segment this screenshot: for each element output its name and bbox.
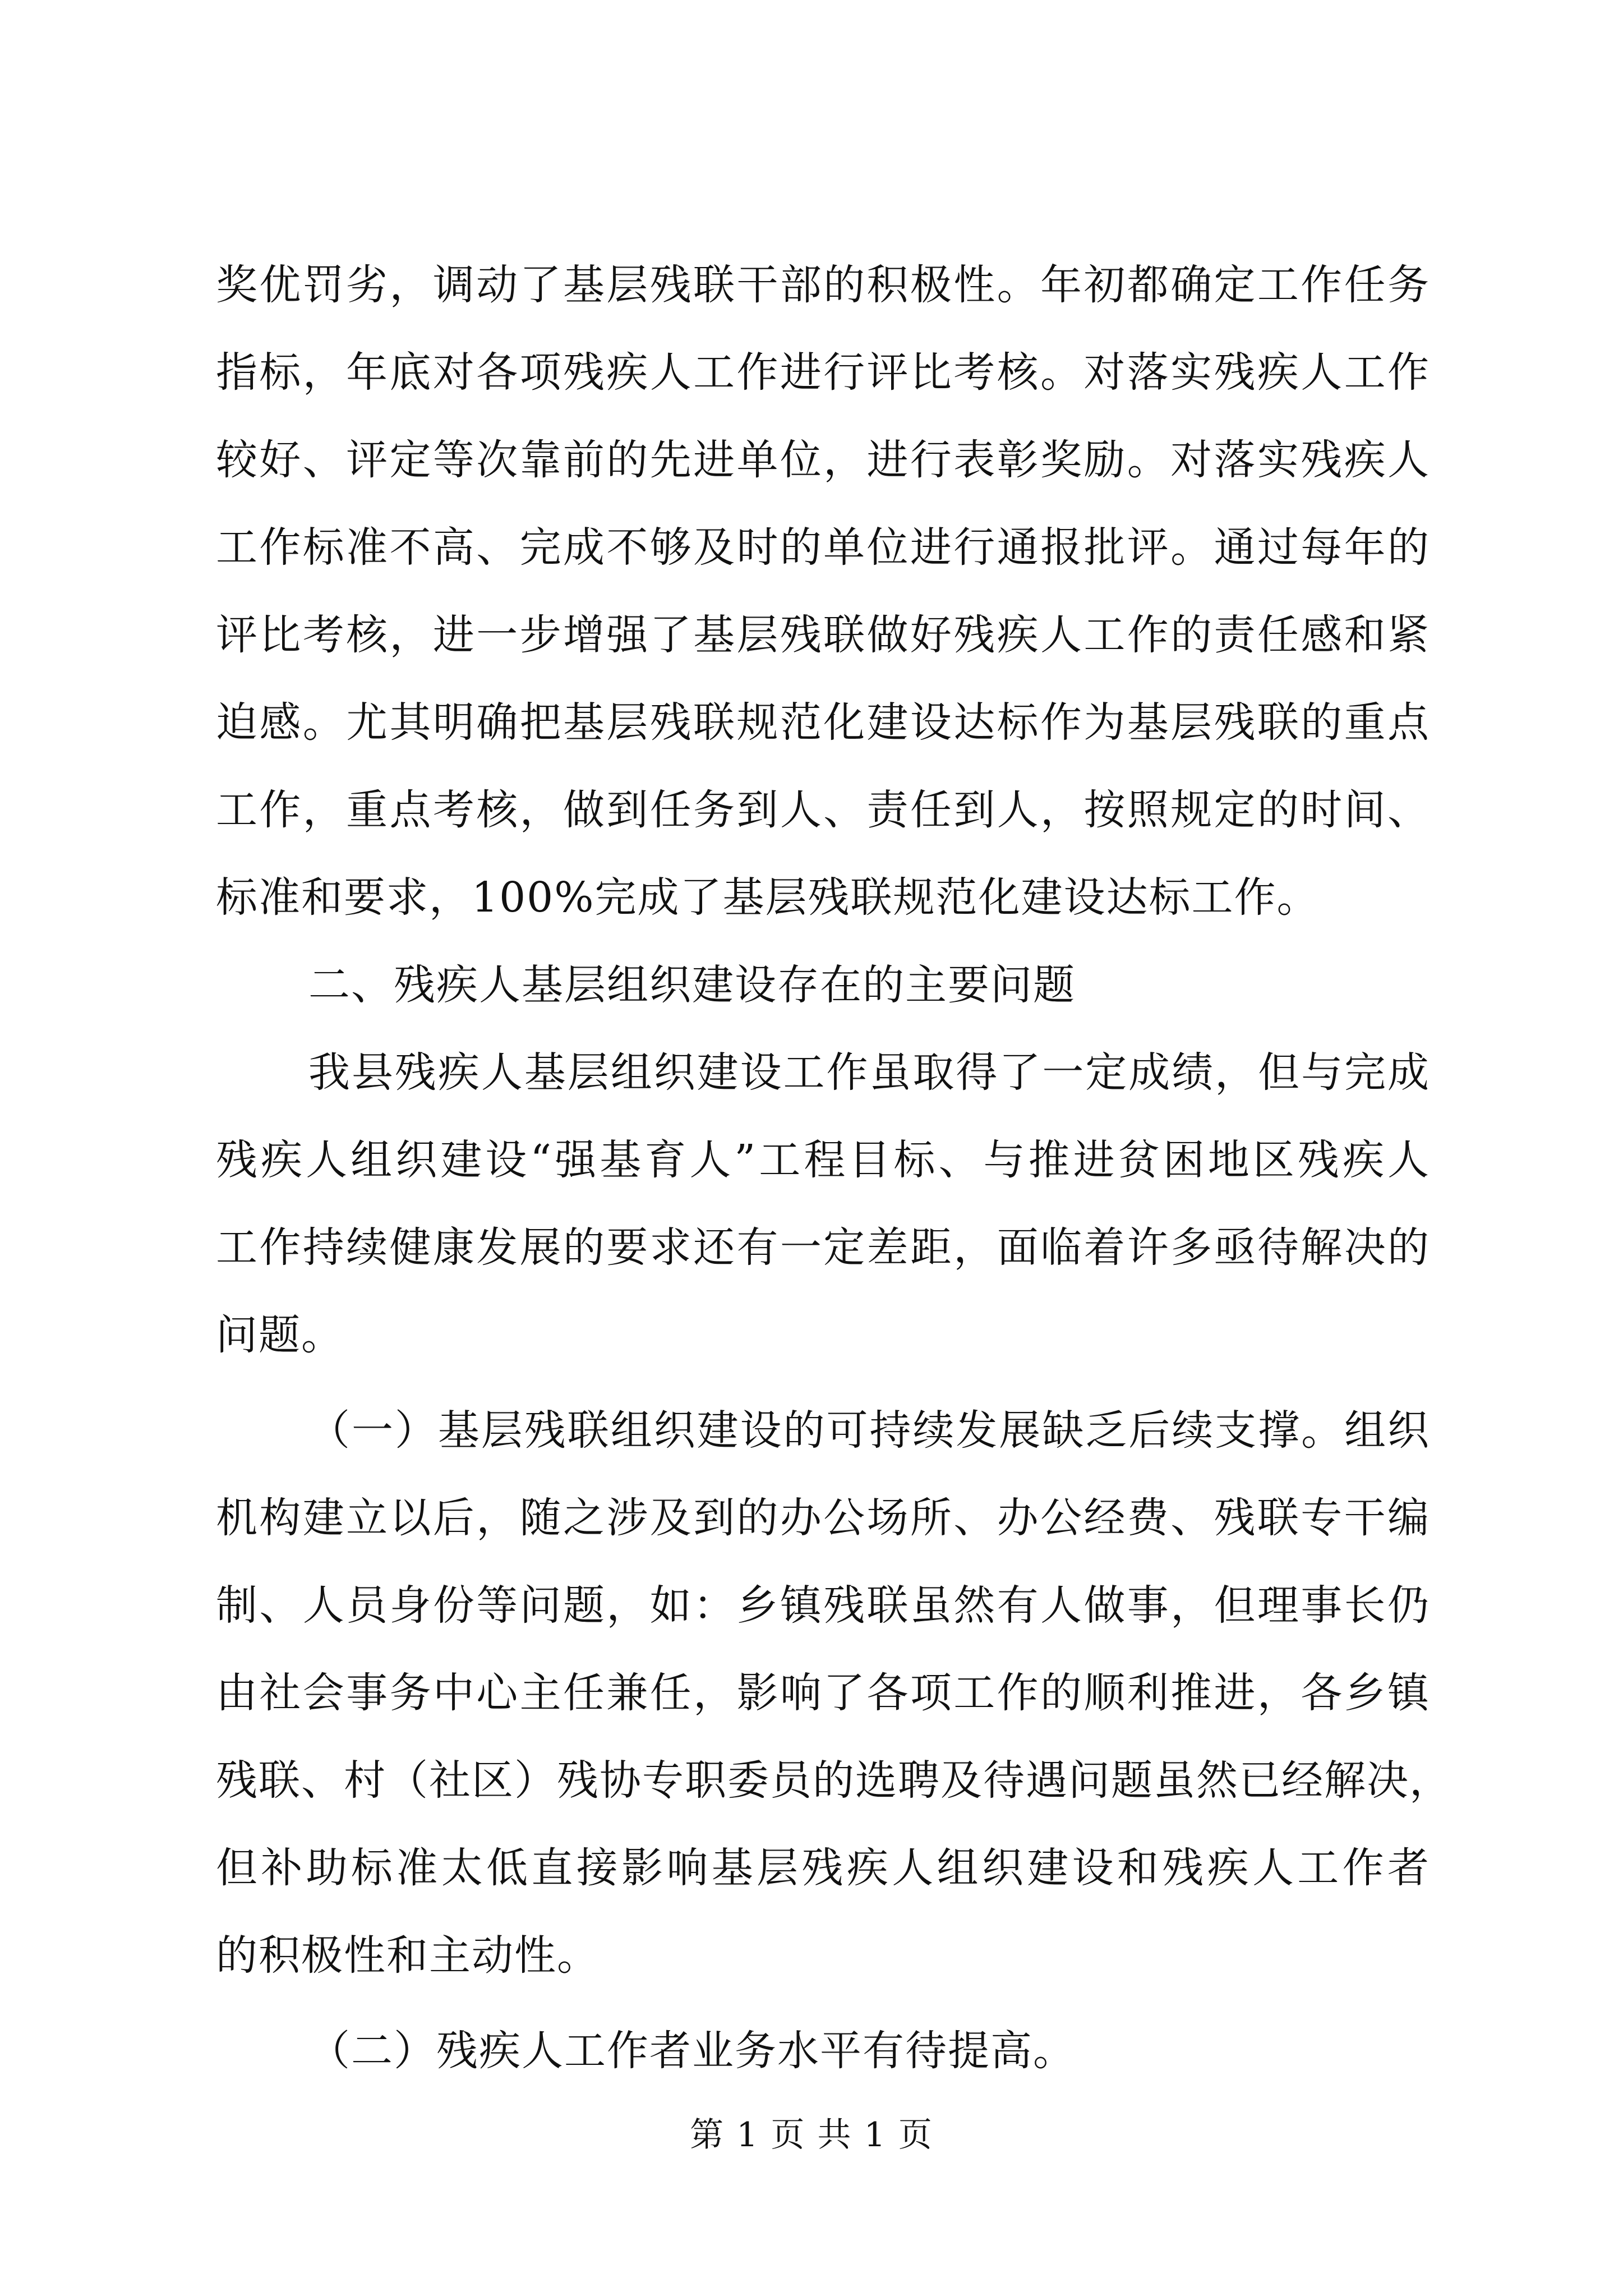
paragraph-line: 问题。 — [216, 1311, 344, 1359]
paragraph-line: 机构建立以后，随之涉及到的办公场所、办公经费、残联专干编 — [216, 1494, 1430, 1542]
subsection-heading-line: （一）基层残联组织建设的可持续发展缺乏后续支撑。组织 — [308, 1406, 1430, 1455]
page-number-footer: 第 1 页 共 1 页 — [690, 2115, 933, 2155]
paragraph-line: 的积极性和主动性。 — [216, 1931, 600, 1980]
paragraph-line: 工作持续健康发展的要求还有一定差距，面临着许多亟待解决的 — [216, 1223, 1430, 1272]
paragraph-line: 我县残疾人基层组织建设工作虽取得了一定成绩，但与完成 — [308, 1048, 1430, 1097]
paragraph-line: 工作标准不高、完成不够及时的单位进行通报批评。通过每年的 — [216, 523, 1430, 572]
document-body — [216, 241, 1452, 2095]
paragraph-line: 制、人员身份等问题，如：乡镇残联虽然有人做事，但理事长仍 — [216, 1581, 1430, 1630]
paragraph-line: 残联、村（社区）残协专职委员的选聘及待遇问题虽然已经解决， — [216, 1756, 1452, 1805]
paragraph-line: 残疾人组织建设“强基育人”工程目标、与推进贫困地区残疾人 — [216, 1136, 1430, 1184]
paragraph-line: 评比考核，进一步增强了基层残联做好残疾人工作的责任感和紧 — [216, 611, 1430, 659]
paragraph-line: 由社会事务中心主任兼任，影响了各项工作的顺利推进，各乡镇 — [216, 1669, 1430, 1717]
paragraph-line: 较好、评定等次靠前的先进单位，进行表彰奖励。对落实残疾人 — [216, 436, 1430, 484]
paragraph-line: 奖优罚劣，调动了基层残联干部的积极性。年初都确定工作任务 — [216, 261, 1430, 309]
paragraph-line: 工作，重点考核，做到任务到人、责任到人，按照规定的时间、 — [216, 786, 1430, 834]
subsection-heading: （二）残疾人工作者业务水平有待提高。 — [308, 2027, 1076, 2075]
paragraph-line: 但补助标准太低直接影响基层残疾人组织建设和残疾人工作者 — [216, 1844, 1430, 1892]
paragraph-line: 标准和要求，100%完成了基层残联规范化建设达标工作。 — [216, 873, 1320, 922]
paragraph-line: 迫感。尤其明确把基层残联规范化建设达标作为基层残联的重点 — [216, 698, 1430, 747]
paragraph-line: 指标，年底对各项残疾人工作进行评比考核。对落实残疾人工作 — [216, 348, 1430, 397]
section-heading: 二、残疾人基层组织建设存在的主要问题 — [308, 961, 1076, 1009]
